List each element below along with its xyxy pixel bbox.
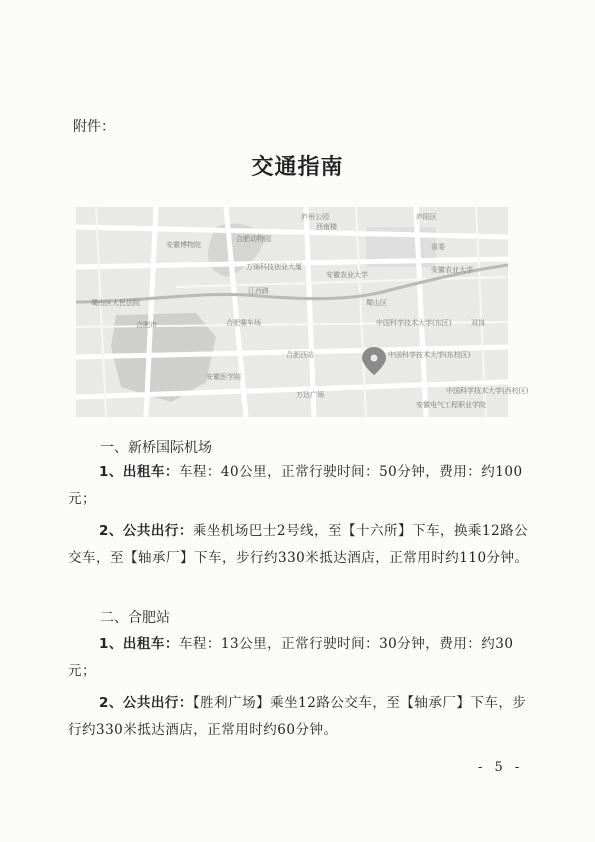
item-text: 乘坐机场巴士2号线，至【十六所】下车，换乘12路公交车，至【轴承厂】下车，步行约330米抵达酒店，正常用时约110分钟。 <box>68 523 529 566</box>
map-label: 安徽医学院 <box>206 373 241 381</box>
map-label: 安徽农业大学 <box>326 271 368 279</box>
map-label: 庐州公园 <box>301 213 329 221</box>
map-label: 安徽博物院 <box>166 241 201 249</box>
item-text: 车程：40公里，正常行驶时间：50分钟，费用：约100元； <box>68 464 523 507</box>
map-label: 蜀山区 <box>366 299 387 307</box>
map-label: 合肥动物园 <box>236 235 271 243</box>
map-label: 中国科学技术大学(东区) <box>376 319 452 327</box>
item-label: 2、公共出行： <box>99 523 193 539</box>
item-label: 2、公共出行： <box>99 695 193 711</box>
map-label: 万锦科技创业大厦 <box>246 263 302 271</box>
station-taxi-paragraph <box>68 631 530 685</box>
section-heading-airport: 一、新桥国际机场 <box>100 440 212 456</box>
map-label: 双岗 <box>471 319 485 327</box>
map-label: 蜀山区人民法院 <box>91 299 140 307</box>
location-map <box>76 207 529 417</box>
item-label: 1、出租车： <box>99 636 179 652</box>
map-label: 江西路 <box>248 287 269 295</box>
map-label: 合肥西站 <box>286 351 314 359</box>
item-text: 车程：13公里，正常行驶时间：30分钟，费用：约30元； <box>68 636 514 679</box>
page-number: - 5 - <box>478 760 524 775</box>
item-text: 【胜利广场】乘坐12路公交车，至【轴承厂】下车，步行约330米抵达酒店，正常用时约60分钟。 <box>68 695 527 738</box>
map-label: 安徽电气工程职业学院 <box>416 401 486 409</box>
attachment-label: 附件： <box>73 119 115 135</box>
section-heading-station: 二、合肥站 <box>100 610 170 626</box>
airport-taxi-paragraph <box>68 459 530 513</box>
map-label: 合肥赛车场 <box>226 319 261 327</box>
map-label: 安徽农业大学 <box>431 266 473 274</box>
map-label: 省委 <box>431 243 445 251</box>
map-label: 合肥市 <box>136 321 157 329</box>
page-title: 交通指南 <box>251 155 344 180</box>
map-label: 庐阳区 <box>416 213 437 221</box>
airport-transit-paragraph <box>68 518 530 572</box>
map-label: 中国科学技术大学(西校区) <box>446 387 529 395</box>
map-label: 西南楼 <box>316 223 337 231</box>
map-label: 万达广场 <box>296 391 324 399</box>
station-transit-paragraph <box>68 690 530 744</box>
item-label: 1、出租车： <box>99 464 179 480</box>
pin-label: 中国科学技术大学(东校区) <box>388 351 471 359</box>
